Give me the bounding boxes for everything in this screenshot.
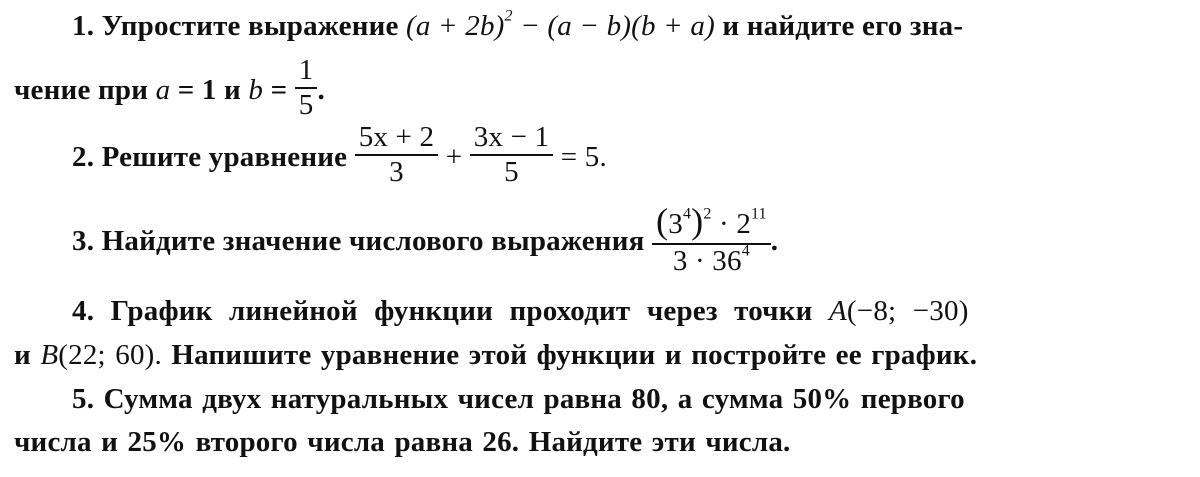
problem-3-number: 3. (72, 225, 95, 258)
problem-4-number: 4. (72, 295, 95, 327)
problem-2-number: 2. (72, 141, 95, 173)
problem-1-fraction: $\frac{1}{5}$ (295, 54, 318, 123)
problem-4-line-2: и B(22; 60). Напишите уравнение этой функции и постройте ее график. (14, 339, 978, 371)
problem-2-fraction-1: $\frac{5x + 2}{3}$ (355, 121, 439, 190)
problem-1-expression: $(a + 2b)^2 - (a - b)(b + a)$ (406, 7, 715, 42)
problem-4-text: График линейной функции проходит через точки (110, 295, 813, 327)
problem-4-line-1: 4. График линейной функции проходит через точки A(−8; −30) (72, 295, 969, 327)
problem-1-text-tail: и найдите его зна- (722, 10, 964, 42)
problem-2-fraction-2: $\frac{3x - 1}{5}$ (470, 121, 554, 190)
problem-5-text: Сумма двух натуральных чисел равна 80, а сумма 50% первого (103, 383, 965, 415)
problem-2-rhs: = 5. (560, 141, 607, 173)
problem-5-text-2: числа и 25% второго числа равна 26. Найдите эти числа. (14, 426, 791, 458)
problem-3-text: Найдите значение числового выражения (101, 225, 645, 258)
problem-1-line-1 (72, 7, 964, 42)
problem-3-fraction: $\frac{(3^4)^2 \cdot 2^{11}}{3 \cdot 36^4}$ (652, 201, 771, 278)
problem-5-number: 5. (72, 383, 95, 415)
problem-3-line: 3. Найдите значение числового выражения $\frac{(3^4)^2 \cdot 2^{11}}{3 \cdot 36^4}$ . (72, 201, 779, 277)
problem-5-line-1 (72, 385, 965, 414)
problem-4-text-2: Напишите уравнение этой функции и постройте ее график. (171, 339, 978, 371)
problem-1-number: 1. (72, 10, 95, 42)
problem-2-line: 2. Решите уравнение $\frac{5x + 2}{3}$ + $\frac{3x - 1}{5}$ = 5. (72, 121, 607, 189)
problem-2-text: Решите уравнение (101, 141, 348, 173)
problem-1-line-2: чение при a = 1 и b = $\frac{1}{5}$ . (14, 54, 325, 122)
problem-1-text: Упростите выражение (101, 10, 399, 42)
problem-1-condition-text: чение при (14, 74, 149, 106)
problem-5-line-2 (14, 428, 791, 457)
